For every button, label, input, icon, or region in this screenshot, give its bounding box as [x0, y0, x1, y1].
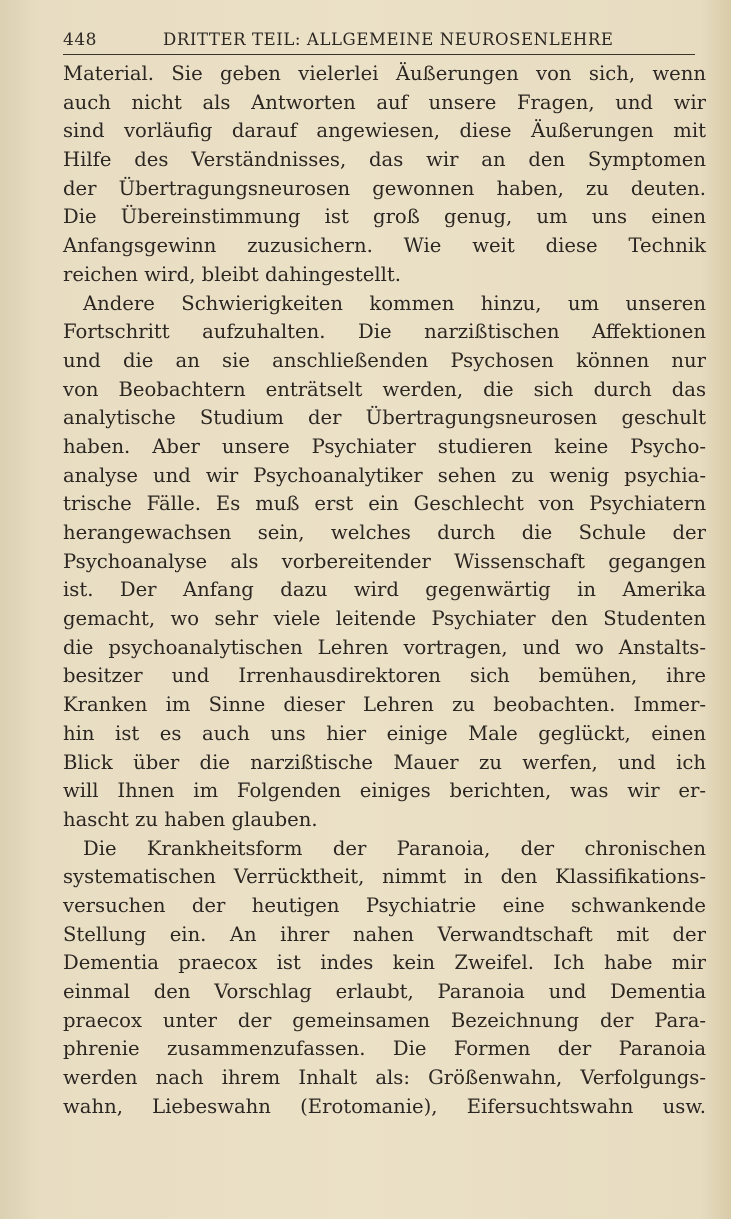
text-line: von Beobachtern enträtselt werden, die sich durch das	[63, 377, 706, 401]
text-line: Fortschritt aufzuhalten. Die narzißtischen Affektionen	[63, 320, 706, 344]
text-line: besitzer und Irrenhausdirektoren sich bemühen, ihre	[63, 664, 706, 688]
text-line: Hilfe des Verständnisses, das wir an den Symptomen	[63, 148, 706, 172]
text-line: analytische Studium der Übertragungsneurosen geschult	[63, 406, 706, 430]
text-line: Andere Schwierigkeiten kommen hinzu, um unseren	[83, 291, 706, 315]
text-line: der Übertragungsneurosen gewonnen haben, zu deuten.	[63, 176, 706, 200]
text-line: Kranken im Sinne dieser Lehren zu beobachten. Immer-	[63, 693, 706, 717]
text-line: phrenie zusammenzufassen. Die Formen der Paranoia	[63, 1037, 706, 1061]
text-line: reichen wird, bleibt dahingestellt.	[63, 262, 402, 286]
text-line: gemacht, wo sehr viele leitende Psychiater den Studenten	[63, 607, 706, 631]
body-text	[63, 60, 706, 1121]
text-line: und die an sie anschließenden Psychosen können nur	[63, 348, 706, 372]
text-line: Material. Sie geben vielerlei Äußerungen von sich, wenn	[63, 62, 706, 85]
text-line: Die Übereinstimmung ist groß genug, um uns einen	[63, 205, 706, 229]
text-line: haben. Aber unsere Psychiater studieren keine Psycho-	[63, 434, 706, 458]
text-line: wahn, Liebeswahn (Erotomanie), Eifersuchtswahn usw.	[63, 1094, 706, 1118]
text-line: herangewachsen sein, welches durch die Schule der	[63, 521, 706, 544]
text-line: analyse und wir Psychoanalytiker sehen zu wenig psychia-	[63, 463, 706, 487]
paragraph-2	[63, 290, 706, 835]
page-number: 448	[63, 30, 97, 50]
text-line: hascht zu haben glauben.	[63, 807, 318, 831]
text-line: Psychoanalyse als vorbereitender Wissenschaft gegangen	[63, 549, 706, 573]
text-line: Stellung ein. An ihrer nahen Verwandtschaft mit der	[63, 922, 706, 946]
text-line: einmal den Vorschlag erlaubt, Paranoia und Dementia	[63, 980, 706, 1003]
text-line: versuchen der heutigen Psychiatrie eine schwankende	[63, 893, 706, 917]
text-line: systematischen Verrücktheit, nimmt in den Klassifikations-	[63, 865, 706, 889]
text-line: Anfangsgewinn zuzusichern. Wie weit diese Technik	[63, 234, 706, 258]
text-line: hin ist es auch uns hier einige Male geglückt, einen	[63, 721, 706, 745]
text-line: Dementia praecox ist indes kein Zweifel. Ich habe mir	[63, 951, 706, 975]
text-line: Blick über die narzißtische Mauer zu werfen, und ich	[63, 750, 706, 774]
running-head: DRITTER TEIL: ALLGEMEINE NEUROSENLEHRE	[163, 30, 614, 49]
text-line: sind vorläufig darauf angewiesen, diese Äußerungen mit	[63, 119, 706, 143]
text-line: Die Krankheitsform der Paranoia, der chronischen	[83, 836, 706, 860]
text-line: ist. Der Anfang dazu wird gegenwärtig in Amerika	[63, 578, 706, 602]
text-line: auch nicht als Antworten auf unsere Fragen, und wir	[63, 90, 706, 114]
page-header	[63, 28, 695, 55]
text-line: praecox unter der gemeinsamen Bezeichnung der Para-	[63, 1008, 706, 1032]
text-line: will Ihnen im Folgenden einiges berichten, was wir er-	[63, 779, 706, 803]
paragraph-3	[63, 835, 706, 1122]
text-line: trische Fälle. Es muß erst ein Geschlecht von Psychiatern	[63, 492, 706, 516]
text-line: werden nach ihrem Inhalt als: Größenwahn, Verfolgungs-	[63, 1066, 706, 1090]
text-line: die psychoanalytischen Lehren vortragen, und wo Anstalts-	[63, 635, 706, 659]
paragraph-1	[63, 60, 706, 290]
